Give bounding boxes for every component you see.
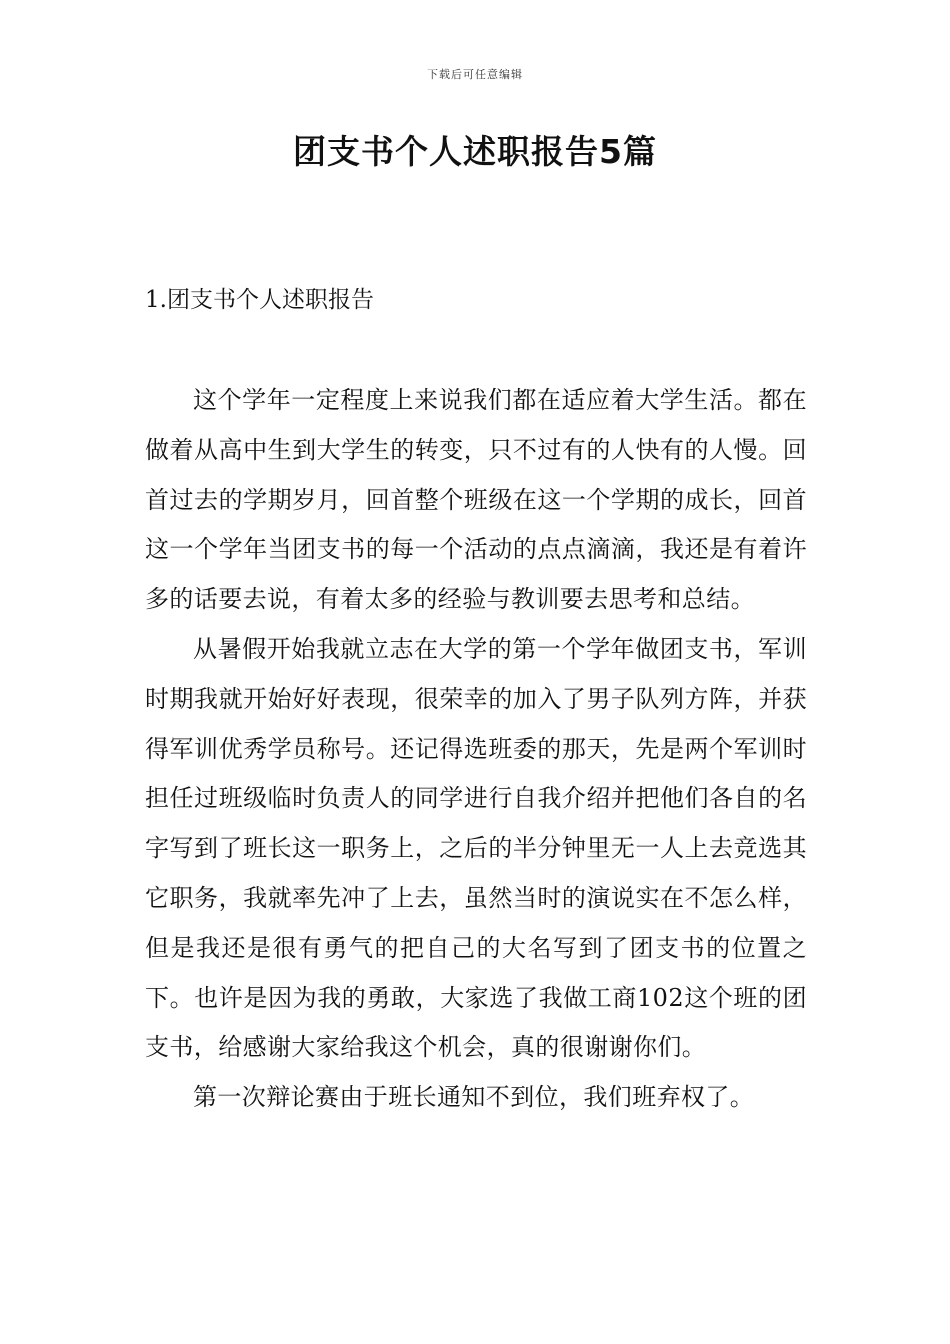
paragraph: 第一次辩论赛由于班长通知不到位，我们班弃权了。	[193, 1083, 755, 1112]
paragraph: 这个学年一定程度上来说我们都在适应着大学生活。都在做着从高中生到大学生的转变，只不过有的人快有的人慢。回首过去的学期岁月，回首整个班级在这一个学期的成长，回首这一个学年当团支书的每一个活动的点点滴滴，我还是有着许多的话要去说，有着太多的经验与教训要去思考和总结。	[145, 386, 807, 614]
header-note: 下载后可任意编辑	[427, 68, 523, 81]
section-heading: 1.团支书个人述职报告	[145, 287, 374, 313]
body-text	[145, 376, 807, 1123]
document-title: 团支书个人述职报告5篇	[293, 132, 657, 171]
paragraph: 从暑假开始我就立志在大学的第一个学年做团支书，军训时期我就开始好好表现，很荣幸的加入了男子队列方阵，并获得军训优秀学员称号。还记得选班委的那天，先是两个军训时担任过班级临时负责人的同学进行自我介绍并把他们各自的名字写到了班长这一职务上，之后的半分钟里无一人上去竞选其它职务，我就率先冲了上去，虽然当时的演说实在不怎么样，但是我还是很有勇气的把自己的大名写到了团支书的位置之下。也许是因为我的勇敢，大家选了我做工商102这个班的团支书，给感谢大家给我这个机会，真的很谢谢你们。	[145, 634, 807, 1062]
